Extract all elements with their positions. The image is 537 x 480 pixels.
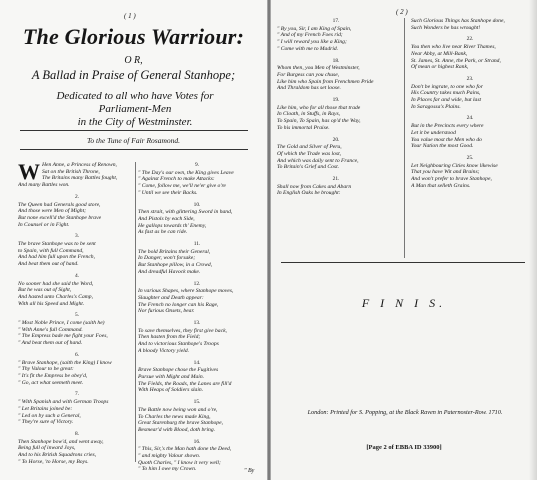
verse-line: Your Nation the most Good. [411,143,474,150]
verse-line: Like him who Spain from Frenchmen Pride [277,78,374,85]
verse-line: As fast as he can ride. [138,229,188,236]
verse-line: Such Glorious Things has Stanhope done, [411,18,505,24]
verse-line: And to victorious Stanhope's Troops [138,341,219,348]
verse-line: St. James, St. Anne, the Park, or Strand, [411,57,501,64]
stanza-number: 5. [74,312,80,319]
verse-line: In Cloath, in Stuffs, in Rays, [277,111,341,118]
verse-line: " Most Noble Prince, I come (saith he) [18,320,105,327]
verse-line: Of mean or highest Rank, [411,64,469,71]
verse-line: " It's fit the Empress be obey'd, [18,372,88,379]
stanza [18,312,136,347]
verse-line: But none excell'd the Stanhope brave [18,214,102,221]
divider [20,130,248,131]
ballad-subtitle: A Ballad in Praise of General Stanhope; [31,68,236,82]
stanza-number: 10. [193,201,201,208]
stanza-number: 6. [74,351,80,358]
stanza-number: 9. [194,162,200,168]
stanza [18,233,136,268]
stanza-number: 18. [332,57,340,64]
verse-line: " Thy Valour to be great: [18,366,74,373]
left-page [0,0,267,480]
tune-line: To the Tune of Fair Rosamond. [86,136,181,145]
ballad-title: The Glorious Warriour: [22,24,245,49]
verse-line: In Saragossa's Plains. [411,103,461,110]
verse-line: In various Shapes, where Stanhope moves, [138,288,234,295]
stanza [138,320,256,355]
verse-line: The Gold and Silver of Peru, [277,144,342,151]
verse-column-2 [411,18,529,194]
verse-line: " And beat them out of hand. [18,340,83,347]
stanza [138,241,256,276]
verse-line: " The Day's our own, the King gives Leave [138,169,234,176]
verse-line: to Spain, with full Command, [18,247,84,254]
verse-line: Near Abby, at Mill-Bank, [411,50,468,57]
verse-line: In Counsel or in Fight. [18,221,70,228]
verse-line: And those were Men of Might; [18,208,86,215]
verse-column-1 [277,18,395,202]
stanza [411,76,529,111]
stanza-number: 4. [74,272,80,279]
verse-line: Pursue with Might and Main. [138,373,205,380]
verse-line: The brave Stanhope was to be sent [18,241,96,248]
stanza-number: 23. [466,75,474,82]
ebba-id: [Page 2 of EBBA ID 33900] [366,444,442,451]
page-number: ( 1 ) [124,12,136,20]
verse-line: You value most the Men who do [411,136,482,143]
verse-line: Don't be ingrate, to one who for [411,83,483,90]
verse-line: Shall now from Cakes and Abarn [277,183,352,190]
verse-line: His Country takes much Pains, [411,90,481,97]
verse-column-1 [18,159,136,470]
stanza-number: 13. [193,320,201,327]
stanza [18,159,136,189]
verse-line: To his immortal Praise. [277,124,330,131]
verse-line: Let it be understood [411,129,456,136]
verse-line: Brave Stanhope chose the Fugitives [138,367,219,374]
stanza-number: 7. [74,391,80,398]
verse-line: " Come, follow me, we'll ne'er give o're [138,183,226,190]
verse-line: In Danger, won't forsake; [138,255,196,262]
verse-line: But in the Precincts every where [411,123,484,130]
verse-line: A bloody Victory yield. [138,347,190,354]
verse-line: But Stanhope pillow, in a Crowd, [138,262,213,269]
verse-line: Such Wonders he has wrought! [411,24,481,31]
verse-line: And Pistols by each Side, [138,215,195,222]
verse-line: To save themselves, they first give back, [138,327,227,334]
verse-line: And which was daily sent to France, [277,157,359,164]
stanza-number: 17. [332,18,340,24]
verse-line: " The Empress bade me fight your Foes, [18,333,108,340]
stanza [277,18,395,53]
stanza [277,137,395,172]
stanza-number: 2. [74,193,80,200]
catchword: " By [244,468,255,474]
verse-line: But he was out of Sight, [18,287,72,294]
stanza-number: 20. [332,136,340,143]
stanza [18,352,136,387]
verse-line: Let Neighbouring Cities know likewise [411,162,498,169]
dedication [30,90,240,129]
verse-line: Then Stanhope bow'd, and went away, [18,438,104,445]
stanza [411,18,529,31]
verse-line: Then hasten from the Field; [138,334,201,341]
divider [281,262,525,263]
verse-line: In English Oaks be brought: [277,190,341,197]
verse-line: The Britains many Battles fought, [42,175,118,182]
stanza-number: 16. [193,438,201,445]
page-edge-shadow [529,0,537,480]
verse-line: In Places far and wide, but last [411,97,482,104]
stanza-number: 22. [466,36,474,43]
stanza-number: 24. [466,115,474,122]
stanza [138,202,256,237]
verse-line: And beat them out of hand. [18,261,79,268]
verse-line: To Spain, To Spain, has op'd the Way, [277,118,361,125]
drop-cap: W [18,159,40,184]
column-divider [135,162,136,462]
dedication-line: in the City of Westminster. [77,116,193,128]
verse-line: " Against French to make Attacks: [138,176,215,183]
verse-line: With all his Speed and Might. [18,300,85,307]
verse-line: Quoth Charles, " I know it very well; [138,459,221,466]
stanza [277,58,395,93]
verse-line: " And of my French Foes rid; [277,32,343,39]
stanza [18,194,136,229]
verse-line: For Burgess can you chuse, [277,71,340,78]
verse-line: " and mighty Valour shown. [138,453,201,460]
stanza-number: 21. [332,176,340,183]
verse-line: With Heaps of Soldiers slain. [138,387,204,394]
verse-line: The Queen had Generals good store, [18,201,101,208]
verse-line: Slaughter and Death appear: [138,294,204,301]
stanza-number: 14. [193,359,201,366]
stanza-number: 11. [193,241,201,248]
verse-line: Nor furious Onsets, bear. [138,308,195,315]
stanza [277,176,395,197]
verse-line: " I will reward you like a King; [277,39,347,46]
verse-line: You then who live near River Thames, [411,44,496,51]
verse-line: " Until we see their Backs. [138,189,198,196]
verse-line: " To him I owe my Crown. [138,466,197,473]
verse-line: " This, Sir,'s the Man hath done the Deed, [138,446,232,453]
verse-line: Like him, who for all those that trade [277,104,361,111]
verse-line: " Brave Stanhope, (saith the King) I know [18,359,112,366]
stanza-number: 25. [466,154,474,161]
verse-line: " Come with me to Madrid. [277,45,339,52]
verse-line: To Charles the news made King, [138,413,211,420]
right-page [271,0,537,480]
stanza-number: 8. [74,430,80,437]
stanza [138,360,256,395]
verse-line: That you have Wit and Brains; [411,169,480,176]
divider [20,149,248,150]
verse-line: " With Anne's full Command. [18,326,83,333]
verse-line: A Man that selleth Grains. [411,182,471,189]
verse-line: " Led on by such a General, [18,412,81,419]
verse-line: Besmear'd with Blood, doth bring. [138,426,216,433]
stanza-number: 3. [74,233,80,240]
verse-line: " To Horse, 'to Horse, my Boys. [18,458,89,465]
verse-line: Then strait, with glittering Sword in hand, [138,209,233,216]
verse-line: " They're sure of Victory. [18,419,74,426]
verse-column-2 [138,162,256,478]
stanza [138,399,256,434]
stanza [18,391,136,426]
verse-line: And to his British Squadrons cries, [18,452,97,459]
stanza [18,273,136,308]
verse-line: No sooner had she said the Word, [18,280,94,287]
verse-line: The Fields, the Roads, the Lanes are fill'd [138,380,232,387]
stanza [277,97,395,132]
stanza [18,431,136,466]
stanza [138,281,256,316]
stanza-number: 12. [193,280,201,287]
verse-line: He gallops towards th' Enemy, [138,222,207,229]
verse-line: And dreadful Havock make. [138,268,201,275]
stanza [138,439,256,474]
stanza [138,162,256,197]
verse-line: To Britain's Grief and Cost. [277,164,340,171]
verse-line: Hen Anne, a Princess of Renown, [42,162,117,168]
stanza-number: 19. [332,97,340,104]
verse-line: The bold Britains their General, [138,248,211,255]
verse-line: " With Spanish and with German Troops [18,399,109,406]
finis: F I N I S. [361,296,447,310]
verse-line: Whom then, you Men of Westminster, [277,65,360,72]
stanza [411,115,529,150]
imprint: London: Printed for S. Popping, at the Black Raven in Paternoster-Row. 1710. [307,409,503,416]
verse-line: The Battle now being won and o're, [138,406,218,413]
page-number: ( 2 ) [396,8,408,16]
verse-line: Great Starenburg the brave Stanhope, [138,420,223,427]
column-divider [404,18,405,258]
verse-line: Being full of inward Joys, [18,445,76,452]
or-line: O R, [124,55,143,66]
verse-line: And hasted unto Charles's Camp, [18,293,94,300]
verse-line: " Let Britains joined be: [18,405,73,412]
stanza [411,36,529,71]
verse-line: And had him full upon the French, [18,254,96,261]
verse-line: " By you, Sir, I am King of Spain, [277,25,352,32]
dedication-line: Dedicated to all who have Votes for Parliament-Men [56,90,214,115]
verse-line: And Thraldom has set loose. [277,85,341,92]
stanza [411,155,529,190]
verse-line: And won't prefer to brave Stanhope, [411,176,492,183]
verse-line: And many Battles won. [18,182,70,189]
verse-line: Of which the Trade was lost, [277,150,342,157]
stanza-number: 15. [193,399,201,406]
verse-line: The French no longer can his Rage, [138,301,219,308]
verse-line: " Go, act what seemeth meet. [18,379,84,386]
verse-line: Sat on the British Throne, [42,168,100,175]
